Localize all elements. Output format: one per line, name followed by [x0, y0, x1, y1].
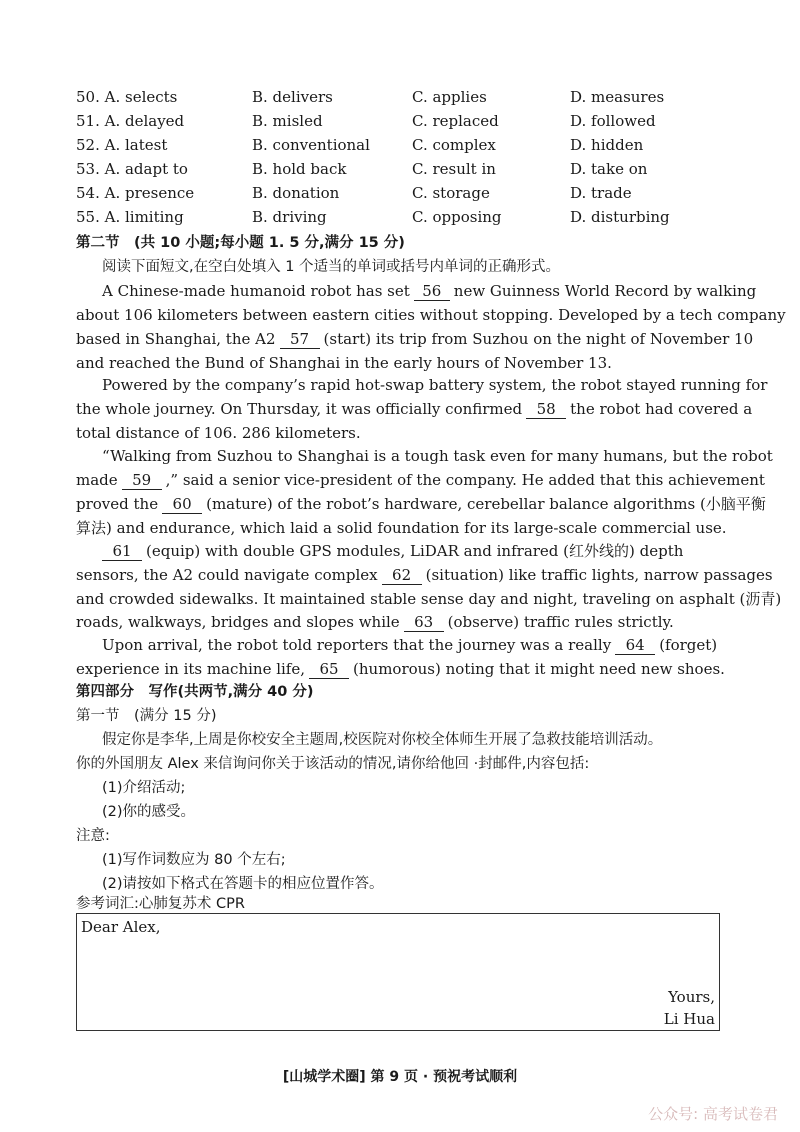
option-d: D. followed: [570, 112, 656, 130]
option-row: [76, 134, 736, 158]
option-b: B. donation: [252, 184, 340, 202]
prompt-item: (1)介绍活动;: [102, 780, 186, 796]
passage-line: [76, 611, 674, 633]
section2-heading: 第二节 (共 10 小题;每小题 1. 5 分,满分 15 分): [76, 235, 405, 251]
blank-56[interactable]: 56: [414, 282, 450, 301]
option-d: D. hidden: [570, 136, 644, 154]
passage-line: [102, 540, 683, 562]
blank-65[interactable]: 65: [309, 660, 349, 679]
passage-line: Powered by the company’s rapid hot-swap battery system, the robot stayed running for: [102, 376, 768, 394]
passage-text: made: [76, 471, 118, 489]
writing-prompt: 你的外国朋友 Alex 来信询问你关于该活动的情况,请你给他回 ·封邮件,内容包括:: [76, 756, 590, 772]
prompt-item: (2)你的感受。: [102, 804, 196, 820]
option-a: 52. A. latest: [76, 136, 168, 154]
blank-57[interactable]: 57: [280, 330, 320, 349]
option-a: 53. A. adapt to: [76, 160, 188, 178]
passage-text: Upon arrival, the robot told reporters that the journey was a really: [102, 636, 612, 654]
passage-line: [76, 564, 773, 586]
option-b: B. misled: [252, 112, 323, 130]
passage-text: experience in its machine life,: [76, 660, 306, 678]
passage-text: the whole journey. On Thursday, it was officially confirmed: [76, 400, 523, 418]
passage-line: [76, 328, 753, 350]
passage-text: (equip) with double GPS modules, LiDAR and infrared (红外线的) depth: [146, 542, 684, 560]
option-d: D. disturbing: [570, 208, 670, 226]
option-a: 55. A. limiting: [76, 208, 184, 226]
passage-line: [76, 469, 765, 491]
passage-text: A Chinese-made humanoid robot has set: [102, 282, 410, 300]
option-c: C. result in: [412, 160, 496, 178]
option-d: D. measures: [570, 88, 665, 106]
letter-closing: Yours,: [668, 988, 715, 1006]
option-b: B. conventional: [252, 136, 370, 154]
section2-instruction: 阅读下面短文,在空白处填入 1 个适当的单词或括号内单词的正确形式。: [102, 259, 561, 275]
option-c: C. replaced: [412, 112, 499, 130]
passage-line: and reached the Bund of Shanghai in the early hours of November 13.: [76, 354, 612, 372]
option-b: B. driving: [252, 208, 327, 226]
passage-line: 算法) and endurance, which laid a solid foundation for its large-scale commercial use.: [76, 519, 727, 537]
blank-61[interactable]: 61: [102, 542, 142, 561]
letter-signature: Li Hua: [663, 1010, 715, 1028]
letter-answer-box[interactable]: [76, 913, 720, 1031]
option-row: [76, 158, 736, 182]
option-row: [76, 86, 736, 110]
option-d: D. take on: [570, 160, 648, 178]
passage-text: (humorous) noting that it might need new shoes.: [353, 660, 725, 678]
note-item: (1)写作词数应为 80 个左右;: [102, 852, 286, 868]
passage-line: about 106 kilometers between eastern cities without stopping. Developed by a tech company: [76, 306, 786, 324]
blank-63[interactable]: 63: [404, 613, 444, 632]
option-row: [76, 206, 736, 230]
passage-line: total distance of 106. 286 kilometers.: [76, 424, 361, 442]
writing-prompt: 假定你是李华,上周是你校安全主题周,校医院对你校全体师生开展了急救技能培训活动。: [102, 732, 663, 748]
blank-58[interactable]: 58: [526, 400, 566, 419]
passage-text: (start) its trip from Suzhou on the night of November 10: [323, 330, 754, 348]
passage-text: the robot had covered a: [570, 400, 753, 418]
option-row: [76, 110, 736, 134]
passage-text: sensors, the A2 could navigate complex: [76, 566, 378, 584]
passage-text: roads, walkways, bridges and slopes while: [76, 613, 400, 631]
note-item: (2)请按如下格式在答题卡的相应位置作答。: [102, 876, 384, 892]
part4-section1: 第一节 (满分 15 分): [76, 708, 217, 724]
page-footer: [山城学术圈] 第 9 页 · 预祝考试顺利: [282, 1069, 518, 1085]
part4-heading: 第四部分 写作(共两节,满分 40 分): [76, 684, 314, 700]
option-c: C. complex: [412, 136, 496, 154]
blank-64[interactable]: 64: [615, 636, 655, 655]
blank-62[interactable]: 62: [382, 566, 422, 585]
passage-line: [76, 658, 725, 680]
option-c: C. opposing: [412, 208, 502, 226]
option-a: 54. A. presence: [76, 184, 195, 202]
letter-greeting: Dear Alex,: [81, 918, 161, 936]
option-a: 51. A. delayed: [76, 112, 185, 130]
watermark: 公众号: 高考试卷君: [648, 1105, 778, 1123]
blank-60[interactable]: 60: [162, 495, 202, 514]
passage-text: proved the: [76, 495, 159, 513]
option-b: B. hold back: [252, 160, 347, 178]
blank-59[interactable]: 59: [122, 471, 162, 490]
option-d: D. trade: [570, 184, 632, 202]
passage-line: and crowded sidewalks. It maintained stable sense day and night, traveling on asphalt (沥青): [76, 590, 782, 608]
option-a: 50. A. selects: [76, 88, 178, 106]
passage-line: “Walking from Suzhou to Shanghai is a tough task even for many humans, but the robot: [102, 447, 773, 465]
passage-text: ,” said a senior vice-president of the company. He added that this achievement: [165, 471, 765, 489]
passage-text: based in Shanghai, the A2: [76, 330, 276, 348]
passage-text: (observe) traffic rules strictly.: [447, 613, 674, 631]
option-b: B. delivers: [252, 88, 333, 106]
passage-line: [76, 398, 752, 420]
option-row: [76, 182, 736, 206]
options-table: [76, 86, 736, 230]
option-c: C. applies: [412, 88, 487, 106]
passage-line: [76, 493, 766, 515]
passage-line: [102, 280, 756, 302]
passage-line: [102, 634, 717, 656]
passage-text: (mature) of the robot’s hardware, cerebellar balance algorithms (小脑平衡: [206, 495, 766, 513]
option-c: C. storage: [412, 184, 490, 202]
passage-text: new Guinness World Record by walking: [453, 282, 757, 300]
vocab-hint: 参考词汇:心肺复苏术 CPR: [76, 896, 245, 912]
passage-text: (situation) like traffic lights, narrow passages: [425, 566, 773, 584]
note-label: 注意:: [76, 828, 110, 844]
passage-text: (forget): [659, 636, 718, 654]
